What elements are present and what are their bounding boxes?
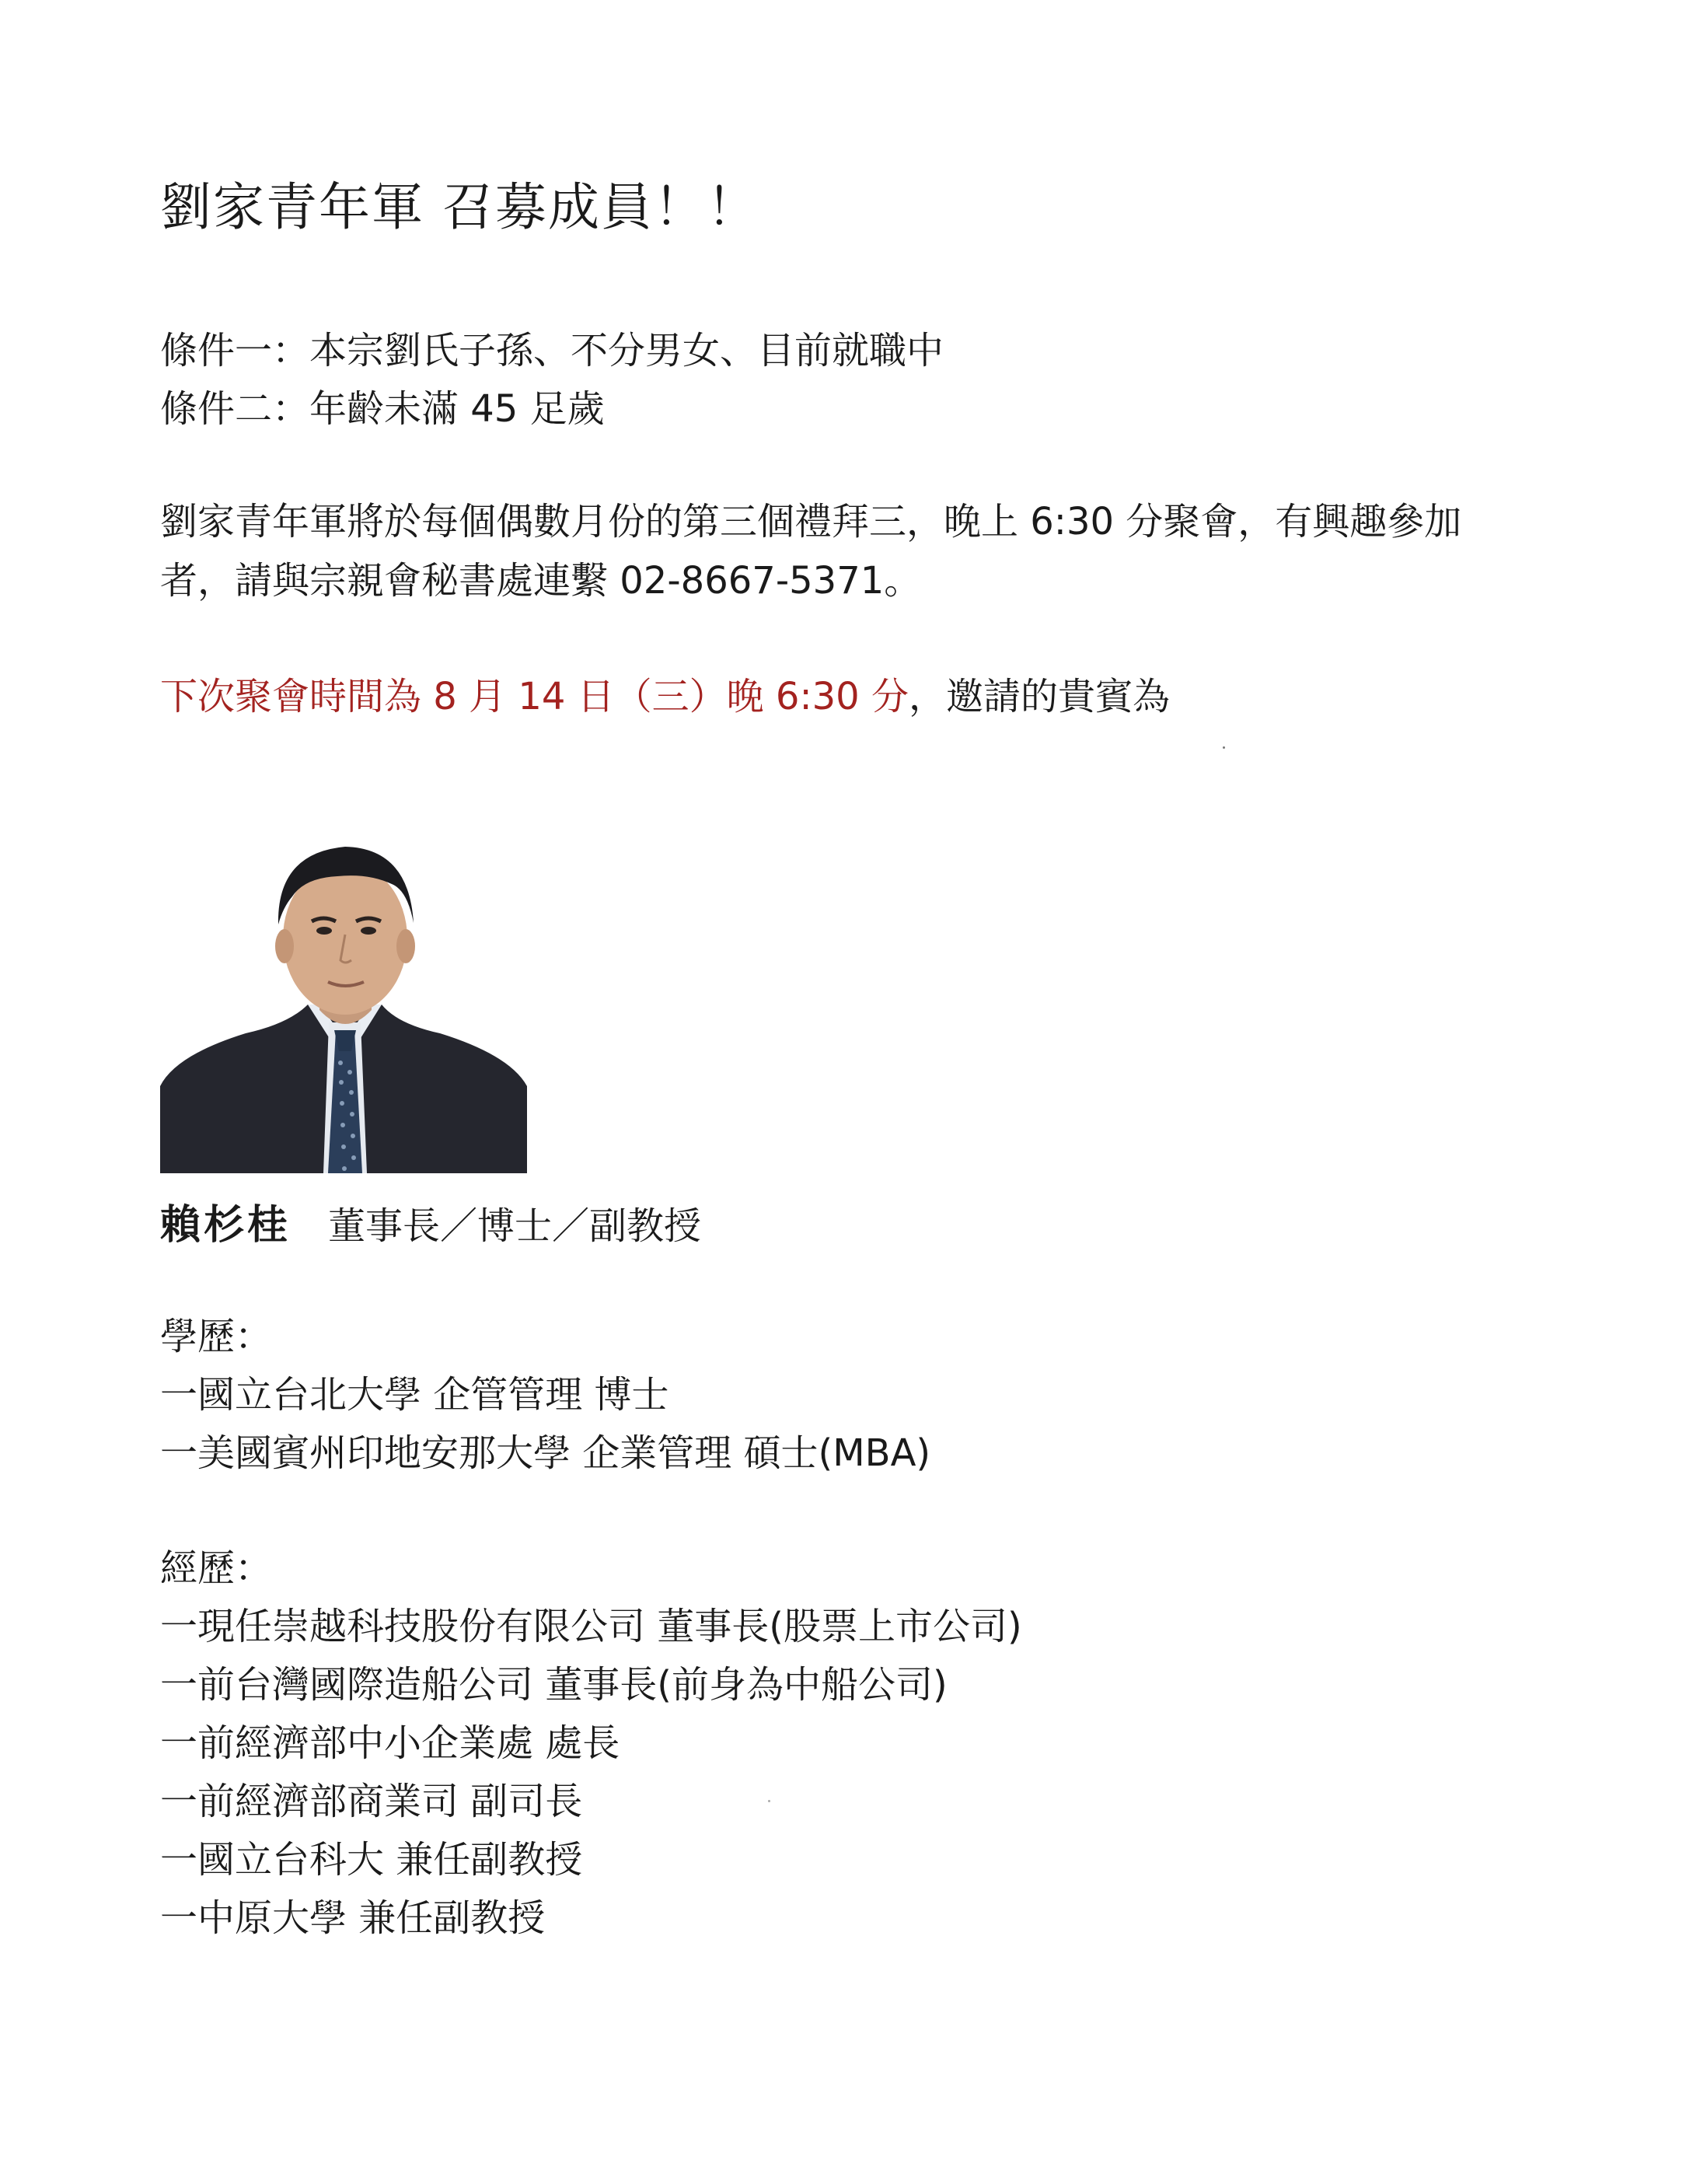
experience-item-6: 一中原大學 兼任副教授 <box>160 1896 546 1940</box>
guest-photo <box>160 830 527 1173</box>
next-meeting-highlight: 下次聚會時間為 8 月 14 日（三）晚 6:30 分 <box>160 675 909 718</box>
next-meeting-rest: ，邀請的貴賓為 <box>908 675 1170 718</box>
experience-item-5: 一國立台科大 兼任副教授 <box>160 1838 583 1882</box>
experience-item-1: 一現任崇越科技股份有限公司 董事長(股票上市公司) <box>160 1605 1022 1648</box>
guest-portrait-illustration <box>160 830 527 1173</box>
page-title: 劉家青年軍 召募成員！！ <box>160 177 759 237</box>
experience-heading: 經歷： <box>160 1546 273 1590</box>
condition-2: 條件二：年齡未滿 45 足歲 <box>160 387 605 431</box>
experience-item-3: 一前經濟部中小企業處 處長 <box>160 1721 620 1765</box>
education-heading: 學歷： <box>160 1315 273 1358</box>
condition-1: 條件一：本宗劉氏子孫、不分男女、目前就職中 <box>160 329 944 372</box>
meeting-paragraph-line-2: 者，請與宗親會秘書處連繫 02-8667-5371。 <box>160 559 922 603</box>
guest-heading <box>160 1192 701 1250</box>
education-item-1: 一國立台北大學 企管管理 博士 <box>160 1373 669 1417</box>
scan-speck <box>1223 746 1225 749</box>
guest-titles: 董事長／博士／副教授 <box>328 1204 702 1248</box>
scan-speck <box>768 1800 770 1802</box>
meeting-paragraph-line-1: 劉家青年軍將於每個偶數月份的第三個禮拜三，晚上 6:30 分聚會，有興趣參加 <box>160 500 1462 543</box>
experience-item-4: 一前經濟部商業司 副司長 <box>160 1780 583 1823</box>
education-item-2: 一美國賓州印地安那大學 企業管理 碩士(MBA) <box>160 1431 931 1475</box>
next-meeting-line <box>160 666 1170 720</box>
guest-name: 賴杉桂 <box>160 1202 291 1249</box>
experience-item-2: 一前台灣國際造船公司 董事長(前身為中船公司) <box>160 1663 948 1707</box>
